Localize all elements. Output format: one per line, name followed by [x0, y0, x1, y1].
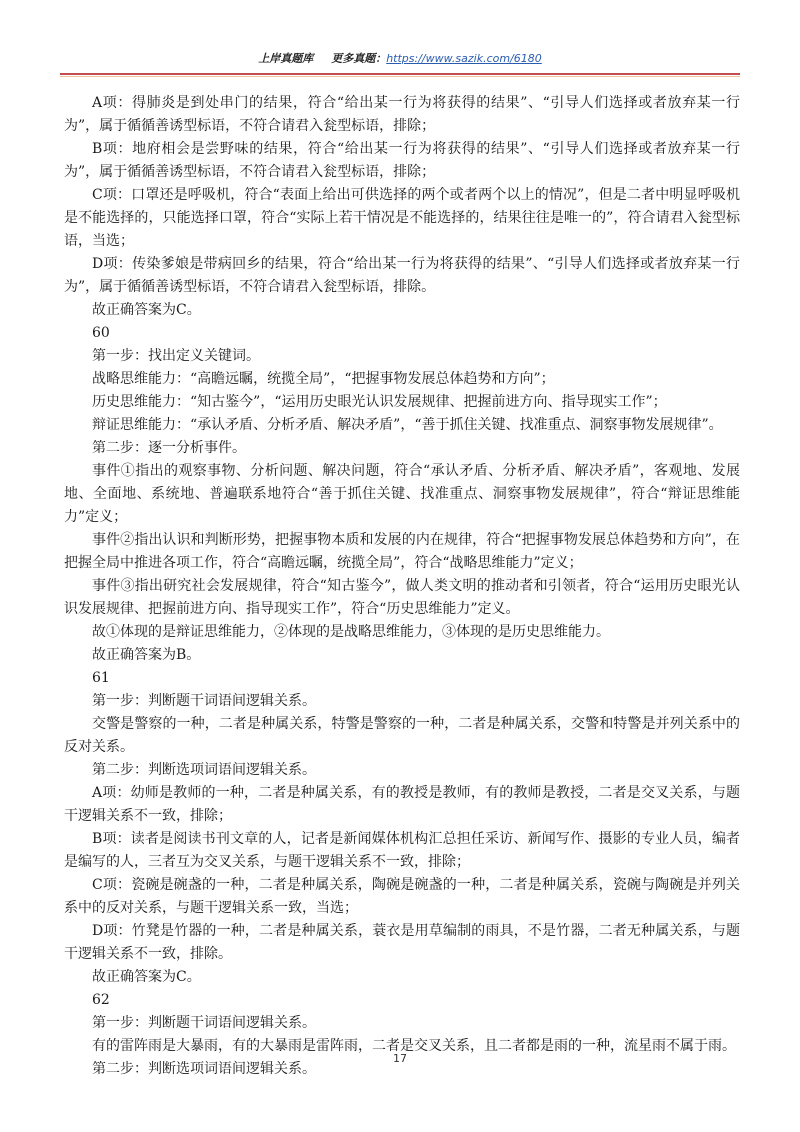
header-more-label: 更多真题： — [331, 52, 387, 65]
paragraph: B项：读者是阅读书刊文章的人，记者是新闻媒体机构汇总担任采访、新闻写作、摄影的专业人员，编者是编写的人，三者互为交叉关系，与题干逻辑关系不一致，排除； — [64, 831, 740, 870]
paragraph: C项：口罩还是呼吸机，符合“表面上给出可供选择的两个或者两个以上的情况”，但是二者中明显呼吸机是不能选择的，只能选择口罩，符合“实际上若干情况是不能选择的，结果往往是唯一的”，符合请君入瓮型标语，当选； — [64, 187, 740, 249]
paragraph: 事件①指出的观察事物、分析问题、解决问题，符合“承认矛盾、分析矛盾、解决矛盾”，客观地、发展地、全面地、系统地、普遍联系地符合“善于抓住关键、找准重点、洞察事物发展规律”，符合“辩证思维能力”定义； — [64, 463, 740, 525]
paragraph: 事件③指出研究社会发展规律，符合“知古鉴今”，做人类文明的推动者和引领者，符合“运用历史眼光认识发展规律、把握前进方向、指导现实工作”，符合“历史思维能力”定义。 — [64, 578, 740, 617]
header-brand: 上岸真题库 — [258, 52, 314, 65]
paragraph: 事件②指出认识和判断形势，把握事物本质和发展的内在规律，符合“把握事物发展总体趋势和方向”，在把握全局中推进各项工作，符合“高瞻远瞩，统揽全局”，符合“战略思维能力”定义； — [64, 532, 740, 571]
paragraph: 第二步：判断选项词语间逻辑关系。 — [92, 1061, 316, 1077]
paragraph: A项：幼师是教师的一种，二者是种属关系，有的教授是教师，有的教师是教授，二者是交叉关系，与题干逻辑关系不一致，排除； — [64, 785, 740, 824]
paragraph: A项：得肺炎是到处串门的结果，符合“给出某一行为将获得的结果”、“引导人们选择或者放弃某一行为”，属于循循善诱型标语，不符合请君入瓮型标语，排除； — [64, 95, 740, 134]
paragraph: 第二步：逐一分析事件。 — [92, 440, 246, 456]
paragraph: 历史思维能力：“知古鉴今”，“运用历史眼光认识发展规律、把握前进方向、指导现实工作”； — [92, 394, 667, 410]
paragraph: 辩证思维能力：“承认矛盾、分析矛盾、解决矛盾”，“善于抓住关键、找准重点、洞察事物发展规律”。 — [92, 417, 723, 433]
paragraph: D项：传染爹娘是带病回乡的结果，符合“给出某一行为将获得的结果”、“引导人们选择或者放弃某一行为”，属于循循善诱型标语，不符合请君入瓮型标语，排除。 — [64, 256, 740, 295]
paragraph: C项：瓷碗是碗盏的一种，二者是种属关系，陶碗是碗盏的一种，二者是种属关系，瓷碗与陶碗是并列关系中的反对关系，与题干逻辑关系一致，当选； — [64, 877, 740, 916]
paragraph: 第一步：找出定义关键词。 — [92, 348, 260, 364]
answer-line: 故正确答案为C。 — [92, 969, 201, 985]
answer-line: 故正确答案为B。 — [92, 647, 201, 663]
header-url-link[interactable]: https://www.sazik.com/6180 — [386, 52, 542, 65]
paragraph: 有的雷阵雨是大暴雨，有的大暴雨是雷阵雨，二者是交叉关系，且二者都是雨的一种，流星雨不属于雨。 — [92, 1038, 736, 1054]
question-number: 60 — [92, 325, 110, 341]
paragraph: D项：竹凳是竹器的一种，二者是种属关系，蓑衣是用草编制的雨具，不是竹器，二者无种属关系，与题干逻辑关系不一致，排除。 — [64, 923, 740, 962]
page-number: 17 — [393, 1052, 407, 1065]
header-rule-accent — [60, 76, 740, 77]
header-rule — [60, 73, 740, 75]
question-number: 62 — [92, 992, 110, 1008]
paragraph: 第一步：判断题干词语间逻辑关系。 — [92, 693, 316, 709]
document-body — [64, 92, 740, 1081]
answer-line: 故正确答案为C。 — [92, 302, 201, 318]
paragraph: 交警是警察的一种，二者是种属关系，特警是警察的一种，二者是种属关系，交警和特警是并列关系中的反对关系。 — [64, 716, 740, 755]
paragraph: 战略思维能力：“高瞻远瞩，统揽全局”，“把握事物发展总体趋势和方向”； — [92, 371, 555, 387]
question-number: 61 — [92, 670, 110, 686]
paragraph: B项：地府相会是尝野味的结果，符合“给出某一行为将获得的结果”、“引导人们选择或者放弃某一行为”，属于循循善诱型标语，不符合请君入瓮型标语，排除； — [64, 141, 740, 180]
paragraph: 第一步：判断题干词语间逻辑关系。 — [92, 1015, 316, 1031]
paragraph: 故①体现的是辩证思维能力，②体现的是战略思维能力，③体现的是历史思维能力。 — [92, 624, 610, 640]
paragraph: 第二步：判断选项词语间逻辑关系。 — [92, 762, 316, 778]
